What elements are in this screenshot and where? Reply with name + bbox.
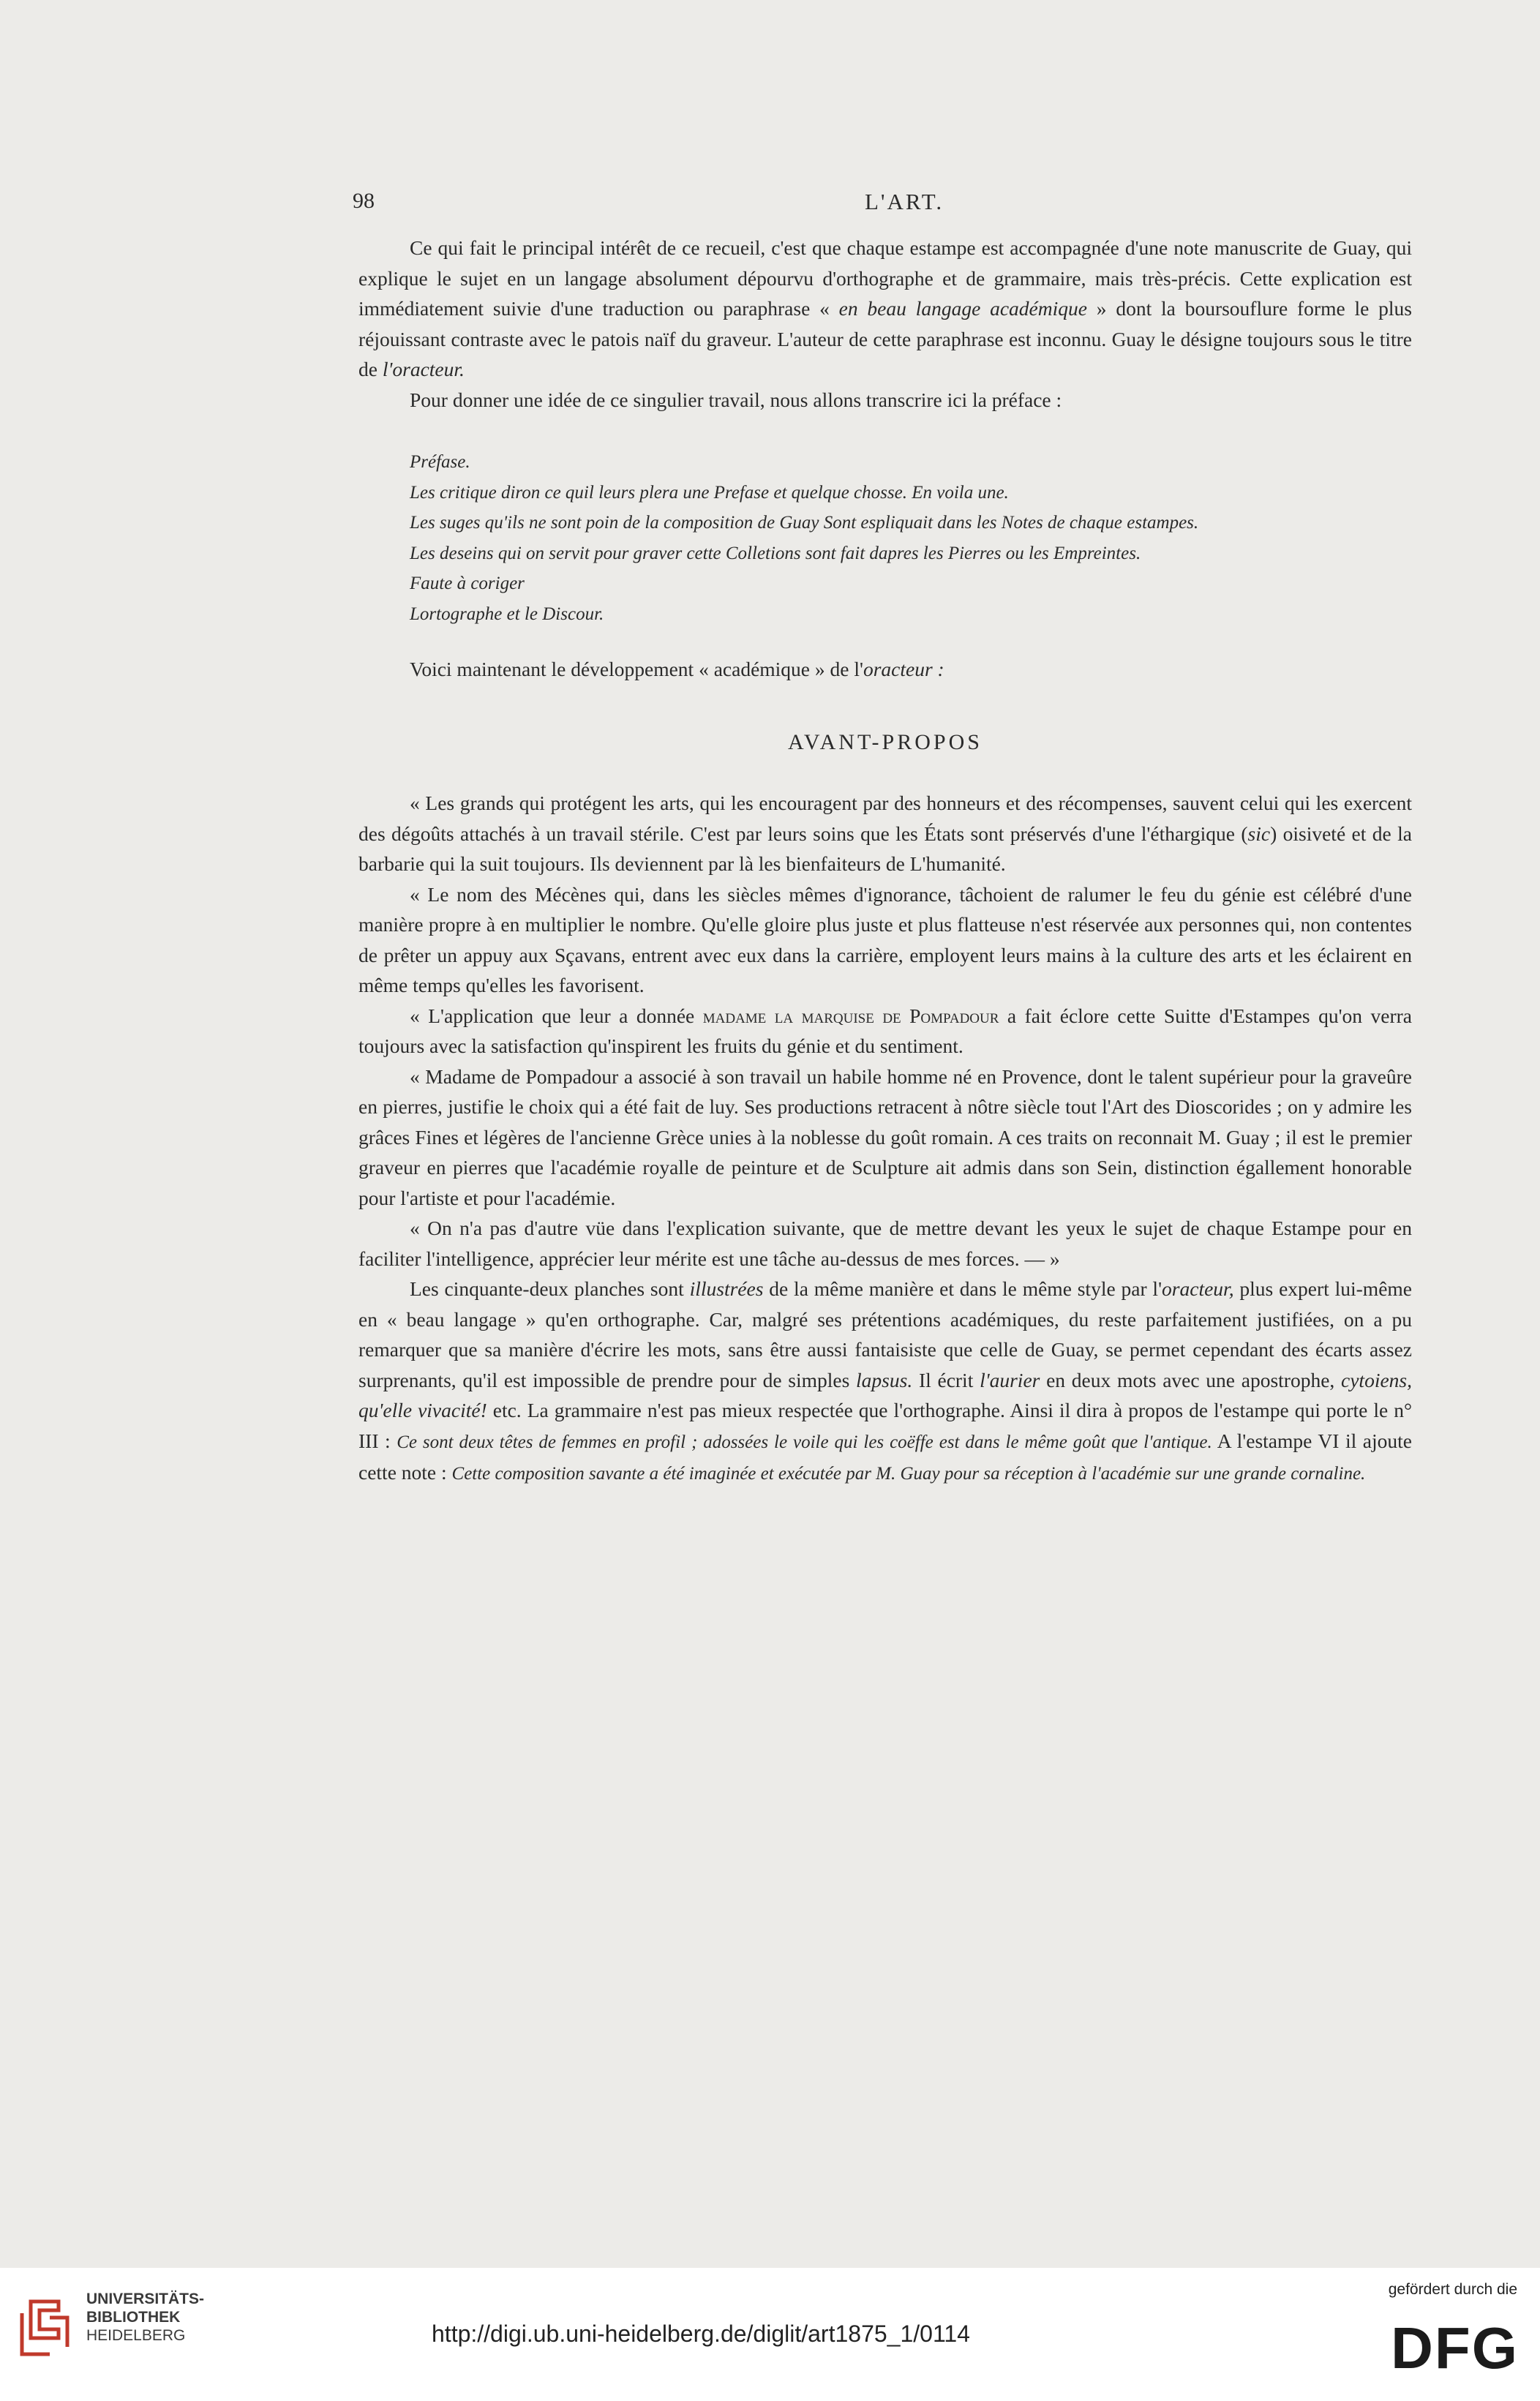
page-number: 98 bbox=[353, 189, 375, 213]
running-head bbox=[0, 189, 1540, 218]
quote-line: Lortographe et le Discour. bbox=[410, 604, 604, 624]
quote-line: Les deseins qui on servit pour graver cette Colletions sont fait dapres les Pierres ou les Empreintes. bbox=[410, 543, 1141, 563]
paragraph-avant-propos-1: « Les grands qui protégent les arts, qui les encouragent par des honneurs et des récompenses, sauvent celui qui les exercent des dégoûts attachés à un travail stérile. C'est par leurs soins que les États sont préservés d'une l'éthargique (sic) oisiveté et de la barbarie qui la suit toujours. Ils deviennent par là les bienfaiteurs de L'humanité. bbox=[358, 792, 1412, 875]
section-heading: AVANT-PROPOS bbox=[788, 729, 983, 754]
quote-line: Les suges qu'ils ne sont poin de la composition de Guay Sont espliquait dans les Notes de chaque estampes. bbox=[410, 513, 1199, 533]
paragraph-transcription-note: Pour donner une idée de ce singulier travail, nous allons transcrire ici la préface : bbox=[410, 388, 1062, 411]
library-name-line: HEIDELBERG bbox=[86, 2327, 186, 2344]
dfg-logo-icon: DFG bbox=[1391, 2315, 1519, 2381]
article-body bbox=[358, 233, 1412, 1489]
paragraph-avant-propos-4: « Madame de Pompadour a associé à son travail un habile homme né en Provence, dont le talent supérieur pour la graveûre en pierres, justifie le choix qui a été fait de luy. Ses productions retracent à nôtre siècle tout l'Art des Dioscorides ; on y admire les grâces Fines et légères de l'ancienne Grèce unies à la noblesse du goût romain. A ces traits on reconnait M. Guay ; il est le premier graveur en pierres que l'académie royalle de peinture et de Sculpture ait admis dans son Sein, distinction égallement honorable pour l'artiste et pour l'académie. bbox=[358, 1064, 1412, 1209]
paragraph-avant-propos-2: « Le nom des Mécènes qui, dans les siècles mêmes d'ignorance, tâchoient de ralumer le feu du génie est célébré d'une manière propre à en multiplier le nombre. Qu'elle gloire plus juste et plus flatteuse n'est réservée aux personnes qui, non contentes de prêter un appuy aux Sçavans, entrent avec eux dans la carrière, employent leurs mains à la culture des arts et les éclairent en même temps qu'elles les favorisent. bbox=[358, 882, 1412, 996]
library-name-line: BIBLIOTHEK bbox=[86, 2309, 181, 2326]
quote-line: Préfase. bbox=[410, 452, 470, 472]
permalink-url[interactable]: http://digi.ub.uni-heidelberg.de/diglit/art1875_1/0114 bbox=[432, 2321, 970, 2347]
paragraph-planches: Les cinquante-deux planches sont illustrées de la même manière et dans le même style par l'oracteur, plus expert lui-même en « beau langage » qu'en orthographe. Car, malgré ses prétentions académiques, du reste parfaitement justifiées, on a pu remarquer que sa manière d'écrire les mots, sans être aussi fantaisiste que celle de Guay, se permet cependant des écarts assez surprenants, qu'il est impossible de prendre pour de simples lapsus. Il écrit l'aurier en deux mots avec une apostrophe, cytoiens, qu'elle vivacité! etc. La grammaire n'est pas mieux respectée que l'orthographe. Ainsi il dira à propos de l'estampe qui porte le n° III : Ce sont deux têtes de femmes en profil ; adossées le voile qui les coëffe est dans le même goût que l'antique. A l'estampe VI il ajoute cette note : Cette composition savante a été imaginée et exécutée par M. Guay pour sa réception à l'académie sur une grande cornaline. bbox=[358, 1277, 1412, 1484]
journal-title: L'ART. bbox=[865, 189, 944, 214]
paragraph-avant-propos-3: « L'application que leur a donnée madame la marquise de Pompadour a fait éclore cette Suitte d'Estampes qu'on verra toujours avec la satisfaction qu'inspirent les fruits du génie et du sentiment. bbox=[358, 1004, 1412, 1057]
dfg-funding-logo[interactable] bbox=[1361, 2281, 1529, 2391]
quote-line: Faute à coriger bbox=[410, 574, 525, 593]
paragraph-voici: Voici maintenant le développement « académique » de l'oracteur : bbox=[410, 658, 944, 680]
paragraph-avant-propos-5: « On n'a pas d'autre vüe dans l'explication suivante, que de mettre devant les yeux le sujet de chaque Estampe pour en faciliter l'intelligence, apprécier leur mérite est une tâche au-dessus de mes forces. — » bbox=[358, 1217, 1412, 1270]
quote-line: Les critique diron ce quil leurs plera une Prefase et quelque chosse. En voila une. bbox=[410, 482, 1009, 503]
paragraph-intro: Ce qui fait le principal intérêt de ce recueil, c'est que chaque estampe est accompagnée d'une note manuscrite de Guay, qui explique le sujet en un langage absolument dépourvu d'orthographe et de grammaire, mais très-précis. Cette explication est immédiatement suivie d'une traduction ou paraphrase « en beau langage académique » dont la boursouflure forme le plus réjouissant contraste avec le patois naïf du graveur. L'auteur de cette paraphrase est inconnu. Guay le désigne toujours sous le titre de l'oracteur. bbox=[358, 236, 1412, 380]
university-library-logo[interactable] bbox=[16, 2290, 205, 2370]
library-name-line: UNIVERSITÄTS- bbox=[86, 2291, 205, 2307]
funding-caption: gefördert durch die bbox=[1388, 2281, 1517, 2298]
preface-quote bbox=[358, 447, 1412, 629]
digitization-footer bbox=[0, 2268, 1540, 2401]
library-emblem-icon bbox=[16, 2296, 73, 2359]
